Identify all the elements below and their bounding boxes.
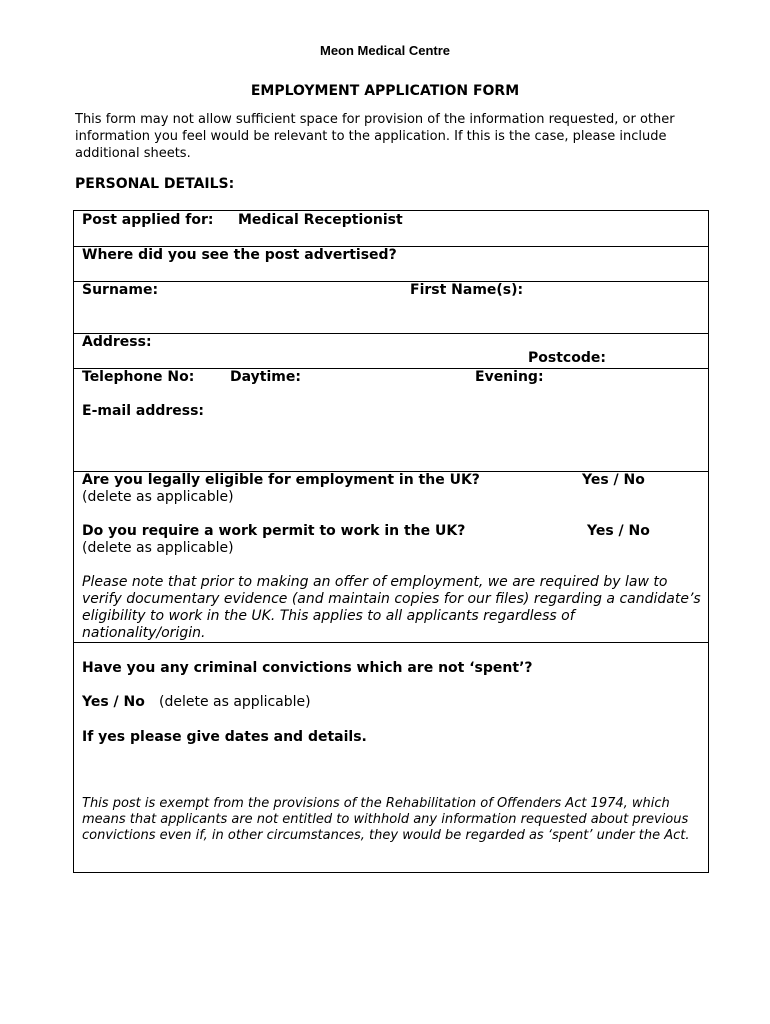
practice-name: Meon Medical Centre — [319, 43, 451, 58]
postcode-label: Postcode: — [528, 350, 606, 366]
advertised-label: Where did you see the post advertised? — [82, 247, 397, 263]
advertised-row — [74, 246, 708, 281]
convictions-answer[interactable]: Yes / No — [82, 694, 145, 710]
eligibility-answer[interactable]: Yes / No — [582, 472, 645, 488]
eligibility-row — [74, 471, 708, 642]
surname-label: Surname: — [82, 282, 159, 298]
address-row — [74, 333, 708, 368]
convictions-answer-note: (delete as applicable) — [159, 694, 311, 710]
post-applied-row — [74, 211, 708, 246]
post-applied-value[interactable]: Medical Receptionist — [238, 212, 403, 228]
first-names-label: First Name(s): — [410, 282, 524, 298]
intro-text: This form may not allow sufficient space for provision of the information requested, or other information you feel would be relevant to the application. If this is the case, please include additional sheets. — [75, 112, 675, 161]
convictions-row — [74, 642, 708, 872]
email-label: E-mail address: — [82, 403, 205, 419]
work-permit-note: (delete as applicable) — [82, 540, 234, 556]
telephone-label: Telephone No: — [82, 369, 195, 385]
section-heading: PERSONAL DETAILS: — [75, 176, 235, 192]
form-title: EMPLOYMENT APPLICATION FORM — [250, 83, 520, 99]
application-form — [73, 210, 709, 873]
evening-label: Evening: — [475, 369, 544, 385]
address-label: Address: — [82, 334, 152, 350]
contact-row — [74, 368, 708, 471]
convictions-question: Have you any criminal convictions which are not ‘spent’? — [82, 660, 533, 676]
work-permit-answer[interactable]: Yes / No — [587, 523, 650, 539]
eligibility-question: Are you legally eligible for employment in the UK? — [82, 472, 480, 488]
work-permit-question: Do you require a work permit to work in the UK? — [82, 523, 466, 539]
eligibility-note: (delete as applicable) — [82, 489, 234, 505]
eligibility-notice: Please note that prior to making an offer of employment, we are required by law to verify documentary evidence (and maintain copies for our files) regarding a candidate’s eligibility to work in the UK. This applies to all applicants regardless of nationality/origin. — [82, 574, 701, 641]
post-applied-label: Post applied for: — [82, 212, 214, 228]
convictions-details-prompt: If yes please give dates and details. — [82, 729, 367, 745]
name-row — [74, 281, 708, 333]
exemption-notice: This post is exempt from the provisions of the Rehabilitation of Offenders Act 1974, which means that applicants are not entitled to withhold any information requested about previous convictions even if, in other circumstances, they would be regarded as ‘spent’ under the Act. — [82, 796, 690, 843]
daytime-label: Daytime: — [230, 369, 301, 385]
